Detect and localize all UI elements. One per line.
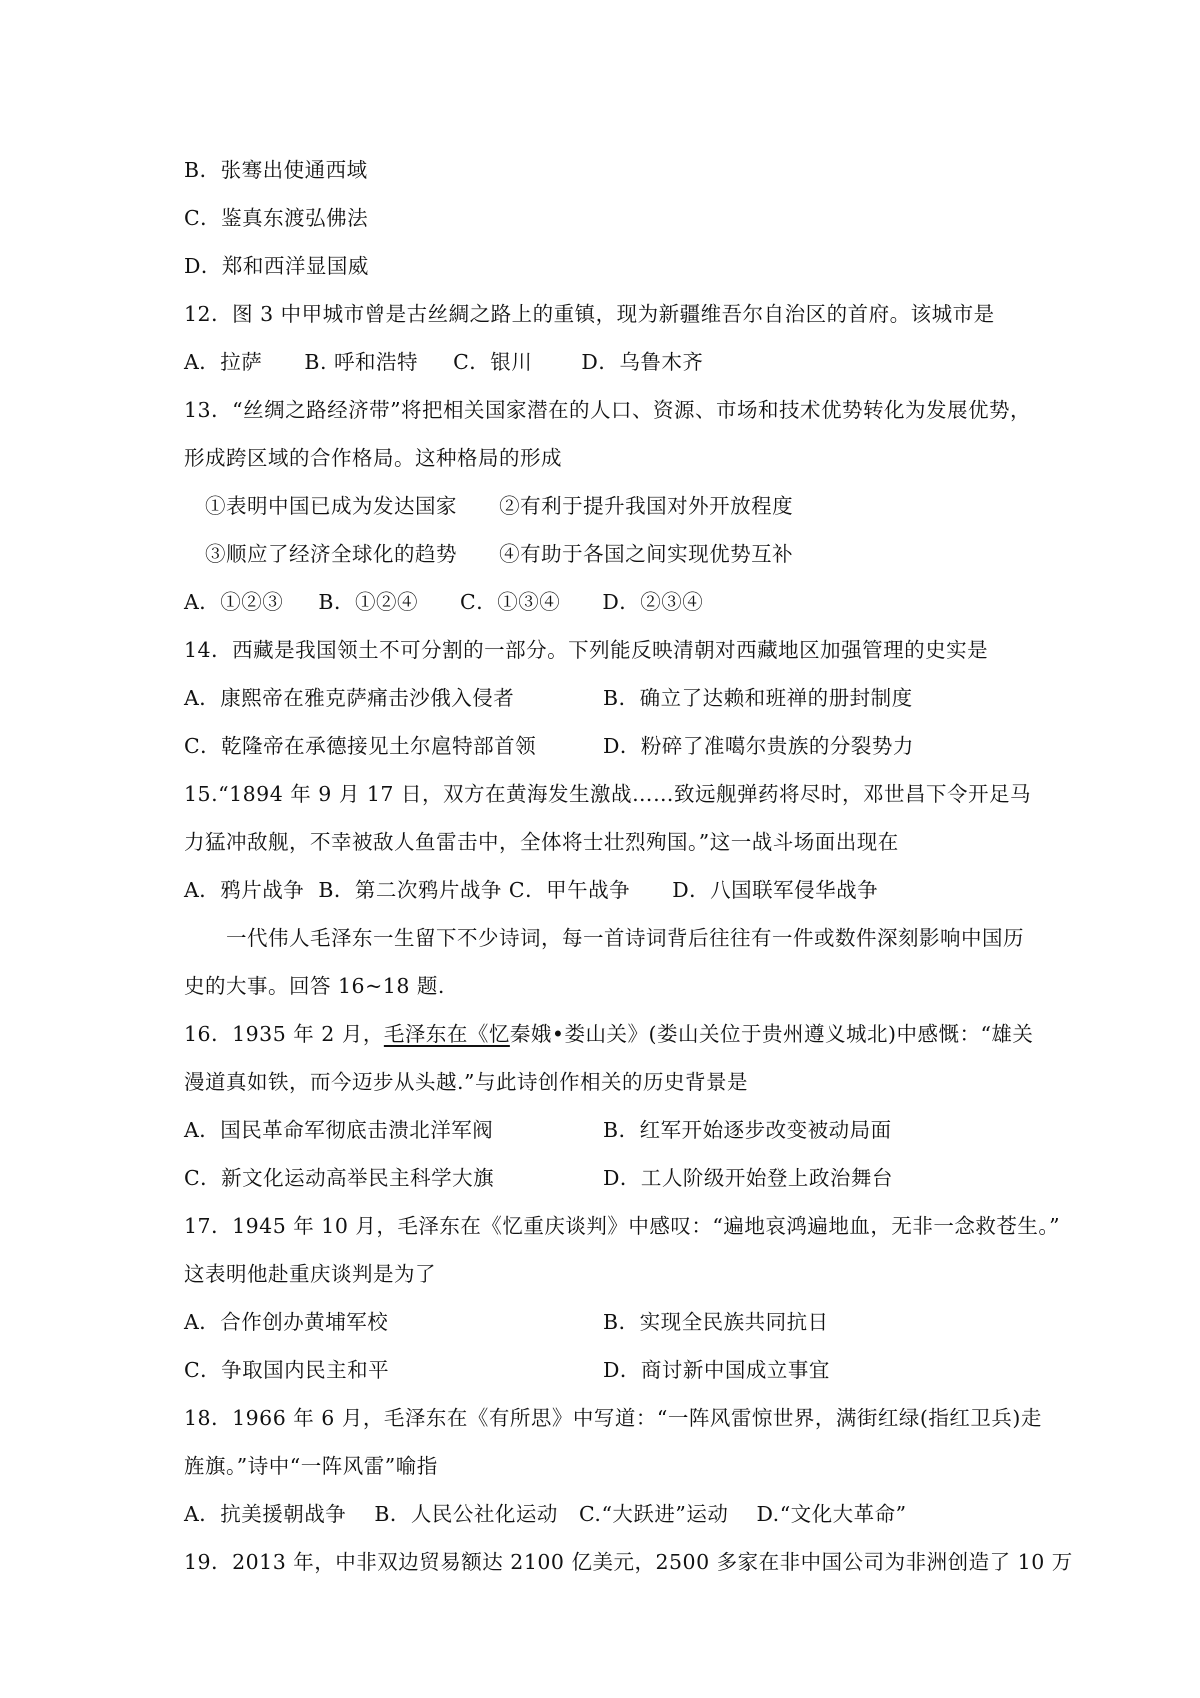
option-a: A．合作创办黄埔军校: [184, 1310, 389, 1334]
question-16-lead: 16．1935 年 2 月，: [184, 1022, 384, 1046]
question-17-stem: 17．1945 年 10 月，毛泽东在《忆重庆谈判》中感叹：“遍地哀鸿遍地血，无非一念救苍生。”: [184, 1214, 1061, 1238]
option-d: D．工人阶级开始登上政治舞台: [603, 1166, 893, 1190]
question-17-stem-cont: 这表明他赴重庆谈判是为了: [184, 1262, 436, 1286]
question-13-options: A．①②③ B．①②④ C．①③④ D．②③④: [184, 590, 704, 614]
option-line: B．张骞出使通西域: [184, 158, 368, 182]
question-15-stem-cont: 力猛冲敌舰，不幸被敌人鱼雷击中，全体将士壮烈殉国。”这一战斗场面出现在: [184, 830, 899, 854]
passage-intro: 一代伟人毛泽东一生留下不少诗词，每一首诗词背后往往有一件或数件深刻影响中国历: [226, 926, 1024, 950]
question-15-stem: 15.“1894 年 9 月 17 日，双方在黄海发生激战……致远舰弹药将尽时，邓世昌下令开足马: [184, 782, 1031, 806]
question-18-stem: 18．1966 年 6 月，毛泽东在《有所思》中写道：“一阵风雷惊世界，满街红绿(指红卫兵)走: [184, 1406, 1042, 1430]
option-d: D．商讨新中国成立事宜: [603, 1358, 830, 1382]
option-a: A．国民革命军彻底击溃北洋军阀: [184, 1118, 494, 1142]
option-b: B．红军开始逐步改变被动局面: [603, 1118, 892, 1142]
question-18-stem-cont: 旌旗。”诗中“一阵风雷”喻指: [184, 1454, 438, 1478]
option-d: D．粉碎了准噶尔贵族的分裂势力: [603, 734, 914, 758]
question-19-stem: 19．2013 年，中非双边贸易额达 2100 亿美元，2500 多家在非中国公司为非洲创造了 10 万: [184, 1550, 1073, 1574]
option-line: C．鉴真东渡弘佛法: [184, 206, 369, 230]
question-13-stem-cont: 形成跨区域的合作格局。这种格局的形成: [184, 446, 562, 470]
question-18-options: A．抗美援朝战争 B．人民公社化运动 C.“大跃进”运动 D.“文化大革命”: [184, 1502, 907, 1526]
option-a: A．康熙帝在雅克萨痛击沙俄入侵者: [184, 686, 515, 710]
question-15-options: A．鸦片战争 B．第二次鸦片战争 C．甲午战争 D．八国联军侵华战争: [184, 878, 879, 902]
underlined-text: 毛泽东在《忆: [383, 1022, 510, 1046]
question-12-options: A．拉萨 B. 呼和浩特 C．银川 D．乌鲁木齐: [184, 350, 704, 374]
question-16-stem-cont: 漫道真如铁，而今迈步从头越.”与此诗创作相关的历史背景是: [184, 1070, 748, 1094]
statement-line: ③顺应了经济全球化的趋势 ④有助于各国之间实现优势互补: [205, 542, 794, 566]
question-12-stem: 12．图 3 中甲城市曾是古丝綢之路上的重镇，现为新疆维吾尔自治区的首府。该城市是: [184, 302, 995, 326]
option-c: C．争取国内民主和平: [184, 1358, 390, 1382]
question-16-rest: 秦娥•娄山关》(娄山关位于贵州遵义城北)中感慨：“雄关: [509, 1022, 1034, 1046]
option-c: C．新文化运动高举民主科学大旗: [184, 1166, 495, 1190]
passage-intro-cont: 史的大事。回答 16~18 题.: [184, 974, 445, 998]
statement-line: ①表明中国已成为发达国家 ②有利于提升我国对外开放程度: [205, 494, 794, 518]
option-line: D．郑和西洋显国威: [184, 254, 369, 278]
question-13-stem: 13．“丝绸之路经济带”将把相关国家潜在的人口、资源、市场和技术优势转化为发展优势，: [184, 398, 1032, 422]
question-14-stem: 14．西藏是我国领土不可分割的一部分。下列能反映清朝对西藏地区加强管理的史实是: [184, 638, 989, 662]
option-c: C．乾隆帝在承德接见土尔扈特部首领: [184, 734, 537, 758]
option-b: B．实现全民族共同抗日: [603, 1310, 829, 1334]
option-b: B．确立了达赖和班禅的册封制度: [603, 686, 913, 710]
question-16-stem: [184, 1019, 1033, 1049]
